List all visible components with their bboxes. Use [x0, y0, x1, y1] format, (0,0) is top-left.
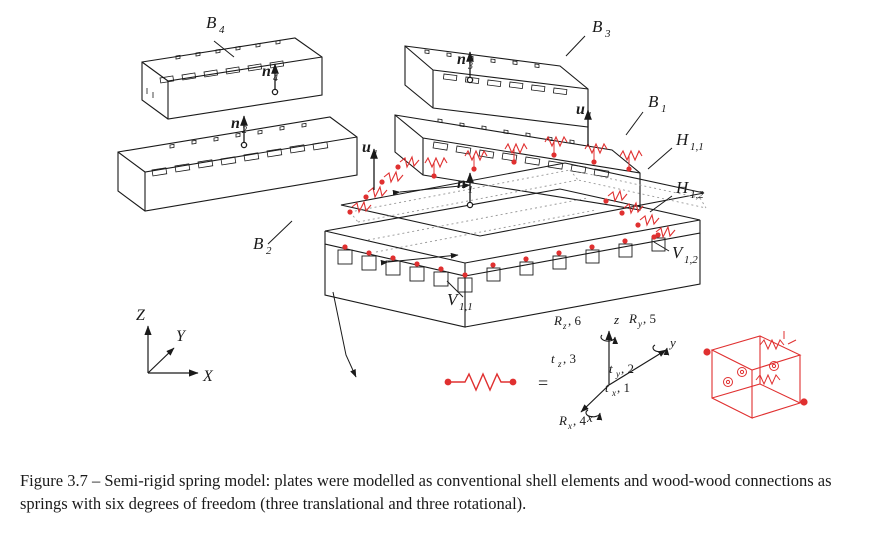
- dof-rz6: [553, 313, 582, 331]
- spring-dots-v12: [490, 232, 660, 267]
- label-u1-right-sub: 1: [587, 111, 592, 122]
- label-b4-sub: 4: [219, 24, 225, 36]
- label-u1-left-sub: 1: [373, 149, 378, 160]
- spring-row-right: [603, 191, 675, 240]
- svg-text:y: y: [638, 319, 642, 329]
- label-b3-sub: 3: [605, 28, 611, 40]
- svg-text:R: R: [629, 311, 637, 326]
- label-b1-sub: 1: [661, 103, 667, 115]
- global-axes-triad: [148, 326, 198, 373]
- label-v11-sub: 1,1: [459, 301, 473, 313]
- svg-text:z: z: [558, 359, 562, 369]
- plate-b1: [395, 115, 640, 210]
- label-v12: V: [672, 243, 683, 262]
- label-v11: V: [447, 290, 458, 309]
- label-u1-left: u: [362, 139, 371, 156]
- label-n2-sub: 2: [242, 125, 247, 136]
- plate-b3: [405, 46, 588, 127]
- legend-spring-cube: [703, 331, 807, 418]
- label-h11: H: [676, 130, 689, 149]
- label-h12: H: [676, 178, 689, 197]
- label-n3-sub: 3: [468, 61, 473, 72]
- svg-text:t: t: [609, 361, 613, 376]
- svg-text:, 1: , 1: [617, 380, 630, 395]
- label-h12-sub: 1,2: [690, 189, 704, 201]
- svg-text:, 6: , 6: [568, 313, 581, 328]
- axis-label-y: Y: [176, 328, 185, 345]
- svg-text:R: R: [559, 413, 567, 428]
- dof-rx4: [558, 413, 587, 431]
- svg-text:, 5: , 5: [643, 311, 656, 326]
- label-n1: n: [457, 175, 466, 192]
- local-axis-x: x: [587, 410, 593, 425]
- diagram-labels: [206, 13, 704, 313]
- label-h11-sub: 1,1: [690, 141, 704, 153]
- svg-text:, 2: , 2: [621, 361, 634, 376]
- svg-text:y: y: [616, 369, 620, 379]
- figure-caption: Figure 3.7 – Semi-rigid spring model: plates were modelled as conventional shell elements and wood-wood connections as springs with six degrees of freedom (three translational and three rotational).: [20, 471, 832, 513]
- svg-text:R: R: [554, 313, 562, 328]
- label-b2: B: [253, 234, 264, 253]
- label-v12-sub: 1,2: [684, 254, 698, 266]
- label-n4: n: [262, 63, 271, 80]
- spring-row-left: [347, 157, 419, 215]
- label-n1-sub: 1: [468, 185, 473, 196]
- legend-dof-labels: [551, 311, 676, 431]
- plate-b4: [142, 38, 322, 119]
- label-b3: B: [592, 17, 603, 36]
- legend-equals: =: [538, 373, 549, 393]
- label-b4: B: [206, 13, 217, 32]
- label-n3: n: [457, 51, 466, 68]
- svg-text:, 3: , 3: [563, 351, 576, 366]
- legend-spring-node-left: [445, 379, 452, 386]
- label-b2-sub: 2: [266, 245, 272, 257]
- svg-text:t: t: [605, 380, 609, 395]
- local-axis-y: y: [670, 335, 676, 350]
- svg-text:x: x: [568, 421, 572, 431]
- label-n4-sub: 4: [273, 73, 278, 84]
- dof-tz3: [551, 351, 576, 369]
- legend-spring-node-right: [510, 379, 517, 386]
- label-n2: n: [231, 115, 240, 132]
- dof-ry5: [628, 311, 656, 329]
- axis-label-x: X: [203, 368, 213, 385]
- svg-text:, 4: , 4: [573, 413, 586, 428]
- label-u1-right: u: [576, 101, 585, 118]
- svg-text:x: x: [612, 388, 616, 398]
- svg-text:z: z: [563, 321, 567, 331]
- legend-spring-symbol: [333, 292, 548, 393]
- svg-text:t: t: [551, 351, 555, 366]
- axis-label-z: Z: [136, 307, 145, 324]
- label-b1: B: [648, 92, 659, 111]
- local-axis-z: z: [614, 312, 620, 327]
- plate-h12: [325, 189, 700, 276]
- dof-ty2: [609, 361, 634, 379]
